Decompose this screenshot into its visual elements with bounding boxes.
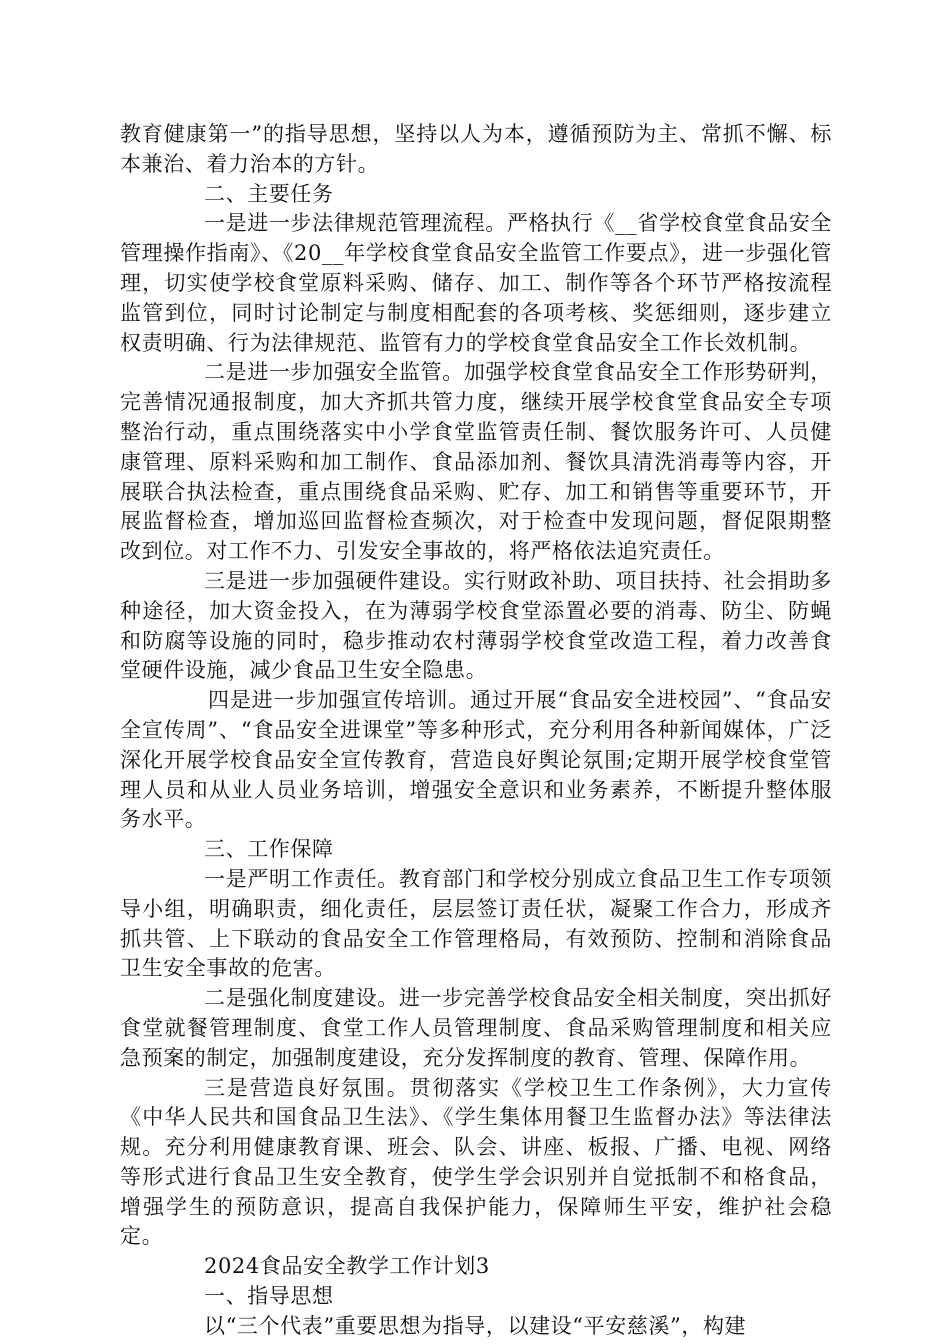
plan-title: 2024食品安全教学工作计划3 — [204, 1254, 490, 1279]
section-heading-work-guarantee: 三、工作保障 — [204, 837, 334, 862]
paragraph-guarantee-1: 一是严明工作责任。教育部门和学校分别成立食品卫生工作专项领导小组，明确职责，细化责任，层层签订责任状，凝聚工作合力，形成齐抓共管、上下联动的食品安全工作管理格局，有效预防、控制和消除食品卫生安全事故的危害。 — [120, 866, 832, 981]
paragraph-guarantee-2: 二是强化制度建设。进一步完善学校食品安全相关制度，突出抓好食堂就餐管理制度、食堂工作人员管理制度、食品采购管理制度和相关应急预案的制定，加强制度建设，充分发挥制度的教育、管理、保障作用。 — [120, 986, 832, 1070]
paragraph-task-1: 一是进一步法律规范管理流程。严格执行《__省学校食堂食品安全管理操作指南》、《20__年学校食堂食品安全监管工作要点》，进一步强化管理，切实使学校食堂原料采购、储存、加工、制作等各个环节严格按流程监管到位，同时讨论制定与制度相配套的各项考核、奖惩细则，逐步建立权责明确、行为法律规范、监管有力的学校食堂食品安全工作长效机制。 — [120, 211, 832, 355]
section-heading-main-tasks: 二、主要任务 — [204, 181, 334, 206]
paragraph-task-4: 四是进一步加强宣传培训。通过开展“食品安全进校园”、“食品安全宣传周”、“食品安全进课堂”等多种形式，充分利用各种新闻媒体，广泛深化开展学校食品安全宣传教育，营造良好舆论氛围;定期开展学校食堂管理人员和从业人员业务培训，增强安全意识和业务素养，不断提升整体服务水平。 — [120, 688, 832, 832]
document-body — [120, 120, 832, 1342]
paragraph-guiding-continuation: 教育健康第一”的指导思想，坚持以人为本，遵循预防为主、常抓不懈、标本兼治、着力治本的方针。 — [120, 122, 832, 176]
section-heading-guiding-ideology: 一、指导思想 — [204, 1284, 334, 1309]
paragraph-guiding-ideology: 以“三个代表”重要思想为指导，以建设“平安慈溪”，构建 — [204, 1313, 747, 1338]
paragraph-task-3: 三是进一步加强硬件建设。实行财政补助、项目扶持、社会捐助多种途径，加大资金投入，在为薄弱学校食堂添置必要的消毒、防尘、防蝇和防腐等设施的同时，稳步推动农村薄弱学校食堂改造工程，着力改善食堂硬件设施，减少食品卫生安全隐患。 — [120, 568, 832, 683]
paragraph-guarantee-3: 三是营造良好氛围。贯彻落实《学校卫生工作条例》，大力宣传《中华人民共和国食品卫生法》、《学生集体用餐卫生监督办法》等法律法规。充分利用健康教育课、班会、队会、讲座、板报、广播、电视、网络等形式进行食品卫生安全教育，使学生学会识别并自觉抵制不和格食品，增强学生的预防意识，提高自我保护能力，保障师生平安，维护社会稳定。 — [120, 1075, 832, 1249]
paragraph-task-2: 二是进一步加强安全监管。加强学校食堂食品安全工作形势研判，完善情况通报制度，加大齐抓共管力度，继续开展学校食堂食品安全专项整治行动，重点围绕落实中小学食堂监管责任制、餐饮服务许可、人员健康管理、原料采购和加工制作、食品添加剂、餐饮具清洗消毒等内容，开展联合执法检查，重点围绕食品采购、贮存、加工和销售等重要环节，开展监督检查，增加巡回监督检查频次，对于检查中发现问题，督促限期整改到位。对工作不力、引发安全事故的，将严格依法追究责任。 — [120, 360, 832, 564]
